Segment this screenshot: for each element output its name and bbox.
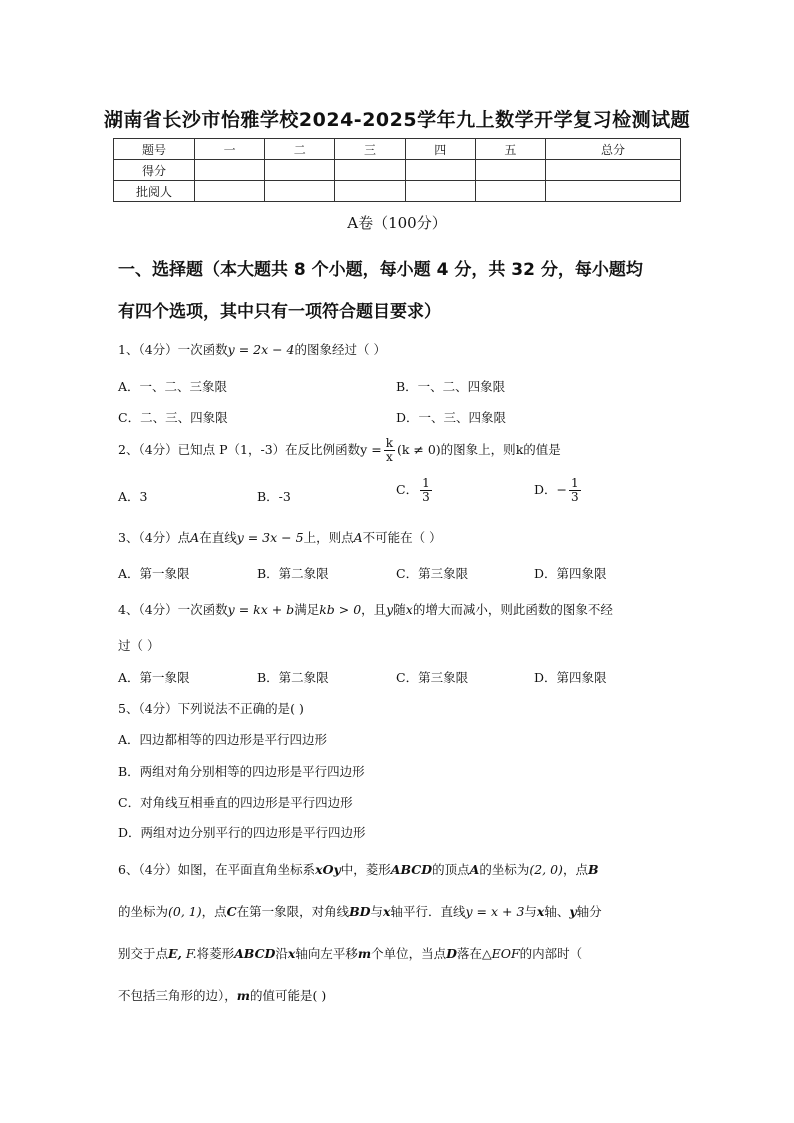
q4-option-a[interactable]: A．第一象限 bbox=[118, 670, 190, 685]
q6-coord-a: (2, 0) bbox=[529, 862, 563, 877]
q6-text: 中，菱形 bbox=[340, 862, 391, 877]
question-3-stem bbox=[118, 528, 698, 546]
q2-cond: (k ≠ 0) bbox=[396, 442, 441, 457]
q2-k: k bbox=[515, 442, 524, 457]
question-6-line3 bbox=[118, 944, 698, 962]
q6-text: 在第一象限，对角线 bbox=[236, 904, 350, 919]
score-cell[interactable] bbox=[265, 160, 335, 181]
q6-text: 沿 bbox=[275, 946, 288, 961]
table-cell: 五 bbox=[475, 139, 545, 160]
q4-option-c[interactable]: C．第三象限 bbox=[396, 670, 469, 685]
q6-text: 的坐标为 bbox=[118, 904, 169, 919]
frac-num: 1 bbox=[571, 476, 579, 490]
q6-text: 轴分 bbox=[576, 904, 602, 919]
table-cell: 二 bbox=[265, 139, 335, 160]
q2-option-b[interactable]: B．-3 bbox=[257, 489, 291, 504]
q2-frac-num: k bbox=[385, 436, 393, 450]
question-6-line2 bbox=[118, 902, 698, 920]
table-cell: 一 bbox=[195, 139, 265, 160]
q6-text: 的顶点 bbox=[432, 862, 470, 877]
q3-suffix: 不可能在（ ） bbox=[362, 530, 442, 545]
q3-mid: 在直线 bbox=[199, 530, 237, 545]
question-4-stem bbox=[118, 600, 698, 618]
score-cell[interactable] bbox=[405, 160, 475, 181]
frac-den: 3 bbox=[571, 490, 579, 504]
q2-tail: 的值是 bbox=[523, 442, 561, 457]
score-cell[interactable] bbox=[195, 181, 265, 202]
q2-option-d-label: D． bbox=[534, 482, 557, 497]
q4-mid3: 随 bbox=[393, 602, 406, 617]
q5-option-c[interactable]: C．对角线互相垂直的四边形是平行四边形 bbox=[118, 795, 353, 810]
q1-formula: y = 2x − 4 bbox=[227, 342, 295, 357]
table-cell: 得分 bbox=[114, 160, 195, 181]
frac-num: 1 bbox=[422, 476, 430, 490]
q6-text: ，点 bbox=[201, 904, 227, 919]
q6-text: 不包括三角形的边）， bbox=[118, 988, 237, 1003]
q3-option-c[interactable]: C．第三象限 bbox=[396, 566, 469, 581]
q4-prefix: 4、（4分）一次函数 bbox=[118, 602, 228, 617]
q5-option-a[interactable]: A．四边都相等的四边形是平行四边形 bbox=[118, 732, 328, 747]
score-cell[interactable] bbox=[546, 160, 681, 181]
q2-option-c[interactable] bbox=[396, 477, 434, 504]
q6-point-b: B bbox=[587, 862, 599, 877]
q3-option-a[interactable]: A．第一象限 bbox=[118, 566, 190, 581]
q1-option-a[interactable]: A．一、二、三象限 bbox=[118, 379, 228, 394]
q4-mid: 满足 bbox=[294, 602, 320, 617]
question-4-line2: 过（ ） bbox=[118, 638, 160, 653]
q4-suffix: 的增大而减小，则此函数的图象不经 bbox=[412, 602, 613, 617]
q6-y: y bbox=[569, 904, 577, 919]
score-table-row bbox=[114, 160, 681, 181]
score-cell[interactable] bbox=[475, 181, 545, 202]
q6-x: x bbox=[383, 904, 391, 919]
q6-abcd: ABCD bbox=[390, 862, 433, 877]
q3-formula: y = 3x − 5 bbox=[236, 530, 304, 545]
q3-point2: A bbox=[353, 530, 363, 545]
q6-abcd: ABCD bbox=[234, 946, 276, 961]
q6-point-a: A bbox=[469, 862, 480, 877]
q4-x: x bbox=[405, 602, 413, 617]
q3-prefix: 3、（4分）点 bbox=[118, 530, 191, 545]
table-cell: 题号 bbox=[114, 139, 195, 160]
score-cell[interactable] bbox=[546, 181, 681, 202]
q4-formula: y = kx + b bbox=[227, 602, 295, 617]
q6-text: 轴平行．直线 bbox=[390, 904, 466, 919]
score-cell[interactable] bbox=[195, 160, 265, 181]
score-cell[interactable] bbox=[405, 181, 475, 202]
q4-option-b[interactable]: B．第二象限 bbox=[257, 670, 329, 685]
table-cell: 总分 bbox=[546, 139, 681, 160]
q6-xoy: xOy bbox=[315, 862, 341, 877]
table-cell: 三 bbox=[335, 139, 405, 160]
q3-option-b[interactable]: B．第二象限 bbox=[257, 566, 329, 581]
q6-point-f: F. bbox=[185, 946, 197, 961]
q6-text: 个单位，当点 bbox=[371, 946, 447, 961]
question-5-stem: 5、（4分）下列说法不正确的是( ) bbox=[118, 701, 304, 716]
q6-text: 与 bbox=[524, 904, 537, 919]
q6-x: x bbox=[536, 904, 545, 919]
score-cell[interactable] bbox=[475, 160, 545, 181]
q1-option-c[interactable]: C．二、三、四象限 bbox=[118, 410, 228, 425]
q6-bd: BD bbox=[349, 904, 371, 919]
q6-triangle: △EOF bbox=[482, 946, 520, 961]
q2-option-c-label: C． bbox=[396, 482, 419, 497]
table-cell: 四 bbox=[405, 139, 475, 160]
part1-title-line1: 一、选择题（本大题共 8 个小题，每小题 4 分，共 32 分，每小题均 bbox=[118, 260, 643, 280]
q2-option-d-sign: − bbox=[556, 482, 568, 497]
q6-x: x bbox=[287, 946, 296, 961]
q6-text: ，点 bbox=[562, 862, 588, 877]
score-table bbox=[113, 138, 681, 202]
q6-text: 的坐标为 bbox=[479, 862, 530, 877]
q6-text: 的值可能是( ) bbox=[250, 988, 327, 1003]
part1-title-line2: 有四个选项，其中只有一项符合题目要求） bbox=[118, 302, 441, 322]
q6-m: m bbox=[236, 988, 250, 1003]
q2-option-d[interactable] bbox=[534, 477, 583, 504]
q6-coord-b: (0, 1) bbox=[168, 904, 202, 919]
q6-text: 与 bbox=[370, 904, 384, 919]
q1-suffix: 的图象经过（ ） bbox=[294, 342, 386, 357]
section-a-heading: A卷（100分） bbox=[347, 214, 447, 232]
q2-fraction bbox=[384, 437, 395, 464]
q6-point-d: D bbox=[446, 946, 457, 961]
q4-cond: kb > 0 bbox=[319, 602, 362, 617]
question-6-line1 bbox=[118, 860, 698, 878]
q6-point-c: C bbox=[226, 904, 237, 919]
q6-point-e: E, bbox=[168, 946, 182, 961]
q2-frac-den: x bbox=[385, 450, 393, 464]
q6-text: 别交于点 bbox=[118, 946, 169, 961]
q2-option-c-fraction bbox=[420, 477, 432, 504]
q2-option-a[interactable]: A．3 bbox=[118, 489, 148, 504]
score-table-header-row bbox=[114, 139, 681, 160]
q6-text: 轴、 bbox=[544, 904, 570, 919]
q2-prefix: 2、（4分）已知点 P（1，-3）在反比例函数 bbox=[118, 442, 361, 457]
q5-option-b[interactable]: B．两组对角分别相等的四边形是平行四边形 bbox=[118, 764, 365, 779]
q1-option-d[interactable]: D．一、三、四象限 bbox=[396, 410, 507, 425]
q1-option-b[interactable]: B．一、二、四象限 bbox=[396, 379, 506, 394]
q4-option-d[interactable]: D．第四象限 bbox=[534, 670, 607, 685]
score-table-row bbox=[114, 181, 681, 202]
q6-text: 落在 bbox=[456, 946, 482, 961]
q3-option-d[interactable]: D．第四象限 bbox=[534, 566, 607, 581]
score-cell[interactable] bbox=[335, 160, 405, 181]
q6-line-formula: y = x + 3 bbox=[465, 904, 525, 919]
q1-prefix: 1、（4分）一次函数 bbox=[118, 342, 228, 357]
q6-text: 将菱形 bbox=[196, 946, 235, 961]
question-1-stem bbox=[118, 340, 698, 358]
frac-den: 3 bbox=[422, 490, 430, 504]
q2-lhs: y = bbox=[360, 442, 382, 457]
q2-suffix: 的图象上，则 bbox=[440, 442, 516, 457]
q5-option-d[interactable]: D．两组对边分别平行的四边形是平行四边形 bbox=[118, 825, 366, 840]
table-cell: 批阅人 bbox=[114, 181, 195, 202]
q4-mid2: ，且 bbox=[361, 602, 387, 617]
q6-text: 的内部时（ bbox=[519, 946, 583, 961]
score-cell[interactable] bbox=[335, 181, 405, 202]
q3-point: A bbox=[190, 530, 200, 545]
score-cell[interactable] bbox=[265, 181, 335, 202]
q3-mid2: 上，则点 bbox=[303, 530, 354, 545]
q4-y: y bbox=[386, 602, 394, 617]
q2-option-d-fraction bbox=[569, 477, 581, 504]
q6-text: 6、（4分）如图，在平面直角坐标系 bbox=[118, 862, 316, 877]
q6-m: m bbox=[357, 946, 372, 961]
question-2-stem bbox=[118, 437, 698, 464]
question-6-line4 bbox=[118, 986, 698, 1004]
q6-text: 轴向左平移 bbox=[295, 946, 358, 961]
page-title: 湖南省长沙市怡雅学校2024-2025学年九上数学开学复习检测试题 bbox=[103, 109, 691, 131]
